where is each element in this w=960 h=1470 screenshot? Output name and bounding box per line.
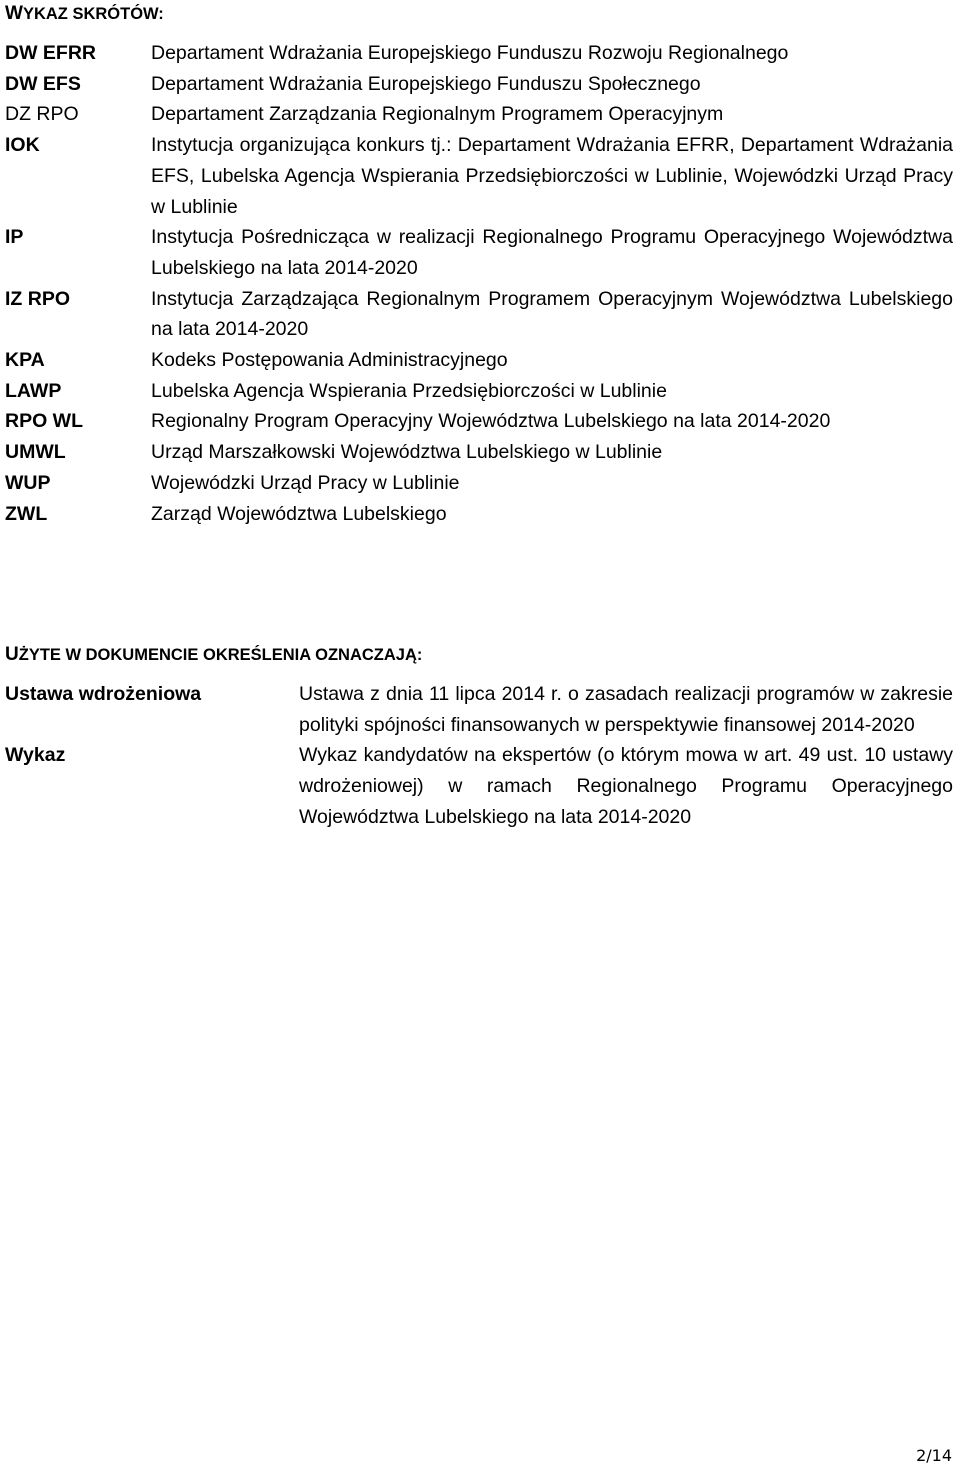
abbreviations-table (5, 38, 953, 529)
abbreviation-key: RPO WL (5, 410, 83, 433)
abbreviation-key: DW EFRR (5, 42, 96, 64)
abbreviation-key: DW EFS (5, 72, 81, 95)
definition-term: Ustawa wdrożeniowa (5, 683, 202, 705)
abbreviation-definition: Kodeks Postępowania Administracyjnego (151, 349, 508, 372)
definitions-heading (5, 645, 422, 665)
abbreviation-row (5, 406, 953, 437)
abbreviation-row (5, 99, 953, 130)
definitions-table (5, 679, 953, 833)
abbreviation-key: ZWL (5, 502, 48, 525)
abbreviation-key: IP (5, 226, 24, 249)
abbreviation-key: LAWP (5, 379, 62, 402)
abbreviation-row (5, 437, 953, 468)
definitions-heading-initial: U (5, 644, 19, 665)
abbreviation-row (5, 499, 953, 530)
abbreviation-definition: Departament Wdrażania Europejskiego Funduszu Rozwoju Regionalnego (151, 42, 789, 64)
abbreviation-definition: Departament Wdrażania Europejskiego Funduszu Społecznego (151, 72, 701, 95)
abbreviation-definition: Instytucja Pośrednicząca w realizacji Regionalnego Programu Operacyjnego Województwa Lubelskiego na lata 2014-2020 (151, 226, 953, 279)
abbreviation-row (5, 130, 953, 222)
abbreviation-definition: Zarząd Województwa Lubelskiego (151, 502, 447, 525)
abbreviation-key: IOK (5, 134, 40, 157)
definition-term: Wykaz (5, 744, 66, 767)
definition-row (5, 679, 953, 740)
abbreviation-row (5, 468, 953, 499)
abbreviation-key: WUP (5, 471, 51, 494)
abbreviation-definition: Wojewódzki Urząd Pracy w Lublinie (151, 471, 460, 494)
abbreviation-row (5, 222, 953, 283)
definition-text: Ustawa z dnia 11 lipca 2014 r. o zasadach realizacji programów w zakresie polityki spójności finansowanych w perspektywie finansowej 2014-2020 (299, 683, 953, 736)
abbreviation-row (5, 69, 953, 100)
definitions-heading-rest: ŻYTE W DOKUMENCIE OKREŚLENIA OZNACZAJĄ: (18, 646, 423, 664)
abbreviations-heading-rest: YKAZ SKRÓTÓW: (22, 5, 164, 23)
abbreviation-definition: Urząd Marszałkowski Województwa Lubelskiego w Lublinie (151, 441, 663, 464)
abbreviation-definition: Lubelska Agencja Wspierania Przedsiębiorczości w Lublinie (151, 379, 667, 402)
abbreviation-definition: Instytucja Zarządzająca Regionalnym Programem Operacyjnym Województwa Lubelskiego na lata 2014-2020 (151, 287, 953, 341)
abbreviations-heading-initial: W (5, 3, 23, 24)
abbreviation-key: KPA (5, 349, 45, 372)
abbreviations-heading (5, 4, 164, 24)
abbreviation-definition: Departament Zarządzania Regionalnym Programem Operacyjnym (151, 103, 724, 126)
abbreviation-definition: Regionalny Program Operacyjny Województwa Lubelskiego na lata 2014-2020 (151, 410, 831, 433)
abbreviation-row (5, 345, 953, 376)
abbreviation-key: DZ RPO (5, 103, 79, 126)
definition-text: Wykaz kandydatów na ekspertów (o którym mowa w art. 49 ust. 10 ustawy wdrożeniowej) w ramach Regionalnego Programu Operacyjnego Województwa Lubelskiego na lata 2014-2020 (299, 744, 953, 828)
page-number: 2/14 (916, 1446, 952, 1465)
abbreviation-key: IZ RPO (5, 287, 71, 310)
abbreviation-row (5, 284, 953, 345)
abbreviation-row (5, 376, 953, 407)
definition-row (5, 740, 953, 832)
abbreviation-row (5, 38, 953, 69)
abbreviation-definition: Instytucja organizująca konkurs tj.: Departament Wdrażania EFRR, Departament Wdrażania EFS, Lubelska Agencja Wspierania Przedsiębiorczości w Lublinie, Wojewódzki Urząd Pracy w Lublinie (151, 134, 953, 218)
abbreviation-key: UMWL (5, 441, 66, 464)
